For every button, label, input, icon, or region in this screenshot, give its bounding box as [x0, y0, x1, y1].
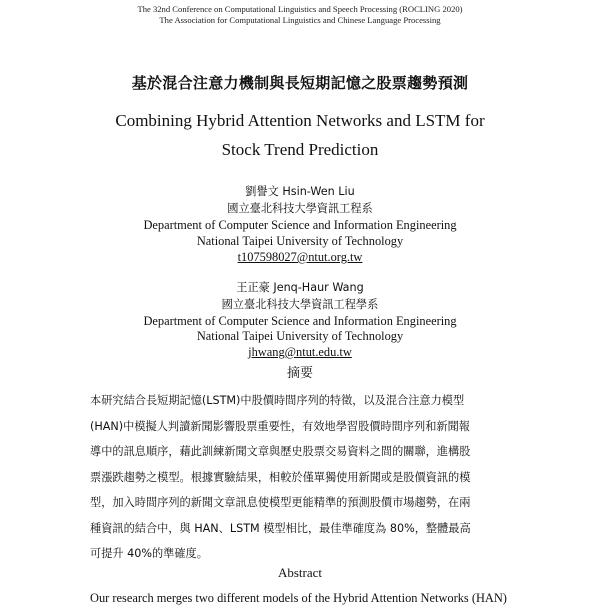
- abstract-zh-line: 票漲跌趨勢之模型。根據實驗結果，相較於僅單獨使用新聞或是股價資訊的模: [90, 470, 471, 484]
- abstract-zh-heading: 摘要: [286, 366, 313, 381]
- abstract-en-first-line: Our research merges two different models of the Hybrid Attention Networks (HAN): [90, 591, 507, 605]
- conference-line-2: The Association for Computational Linguistics and Chinese Language Processing: [159, 15, 441, 25]
- author-2-university: National Taipei University of Technology: [196, 329, 404, 343]
- abstract-zh-line: 可提升 40%的準確度。: [90, 547, 208, 560]
- author-2-dept-en: Department of Computer Science and Information Engineering: [143, 314, 457, 328]
- author-2-name: 王正豪 Jenq-Haur Wang: [236, 281, 364, 294]
- author-1-dept-en: Department of Computer Science and Information Engineering: [143, 218, 457, 232]
- abstract-zh-line: 型，加入時間序列的新聞文章訊息使模型更能精準的預測股價市場趨勢，在兩: [90, 496, 471, 509]
- title-english-line-1: Combining Hybrid Attention Networks and LSTM for: [115, 111, 485, 130]
- author-1-email[interactable]: t107598027@ntut.org.tw: [237, 250, 363, 264]
- abstract-zh-line: 本研究結合長短期記憶(LSTM)中股價時間序列的特徵，以及混合注意力模型: [90, 394, 465, 407]
- abstract-zh-line: (HAN)中模擬人判讀新聞影響股票重要性，有效地學習股價時間序列和新聞報: [90, 419, 470, 433]
- author-2-dept-zh: 國立臺北科技大學資訊工程學系: [221, 298, 379, 311]
- title-english-line-2: Stock Trend Prediction: [221, 140, 379, 159]
- author-1-university: National Taipei University of Technology: [196, 234, 404, 248]
- title-chinese: 基於混合注意力機制與長短期記憶之股票趨勢預測: [131, 74, 469, 92]
- abstract-zh-body: [90, 388, 510, 567]
- abstract-zh-line: 種資訊的結合中，與 HAN、LSTM 模型相比，最佳準確度為 80%，整體最高: [90, 521, 471, 535]
- author-2-email[interactable]: jhwang@ntut.edu.tw: [248, 345, 352, 359]
- abstract-en-heading: Abstract: [277, 565, 323, 580]
- author-1-name: 劉譽文 Hsin-Wen Liu: [245, 185, 355, 198]
- abstract-zh-line: 導中的訊息順序，藉此訓練新聞文章與歷史股票交易資料之間的關聯，進構股: [90, 445, 471, 458]
- author-1-dept-zh: 國立臺北科技大學資訊工程系: [227, 202, 373, 215]
- conference-line-1: The 32nd Conference on Computational Linguistics and Speech Processing (ROCLING 2020): [137, 4, 463, 14]
